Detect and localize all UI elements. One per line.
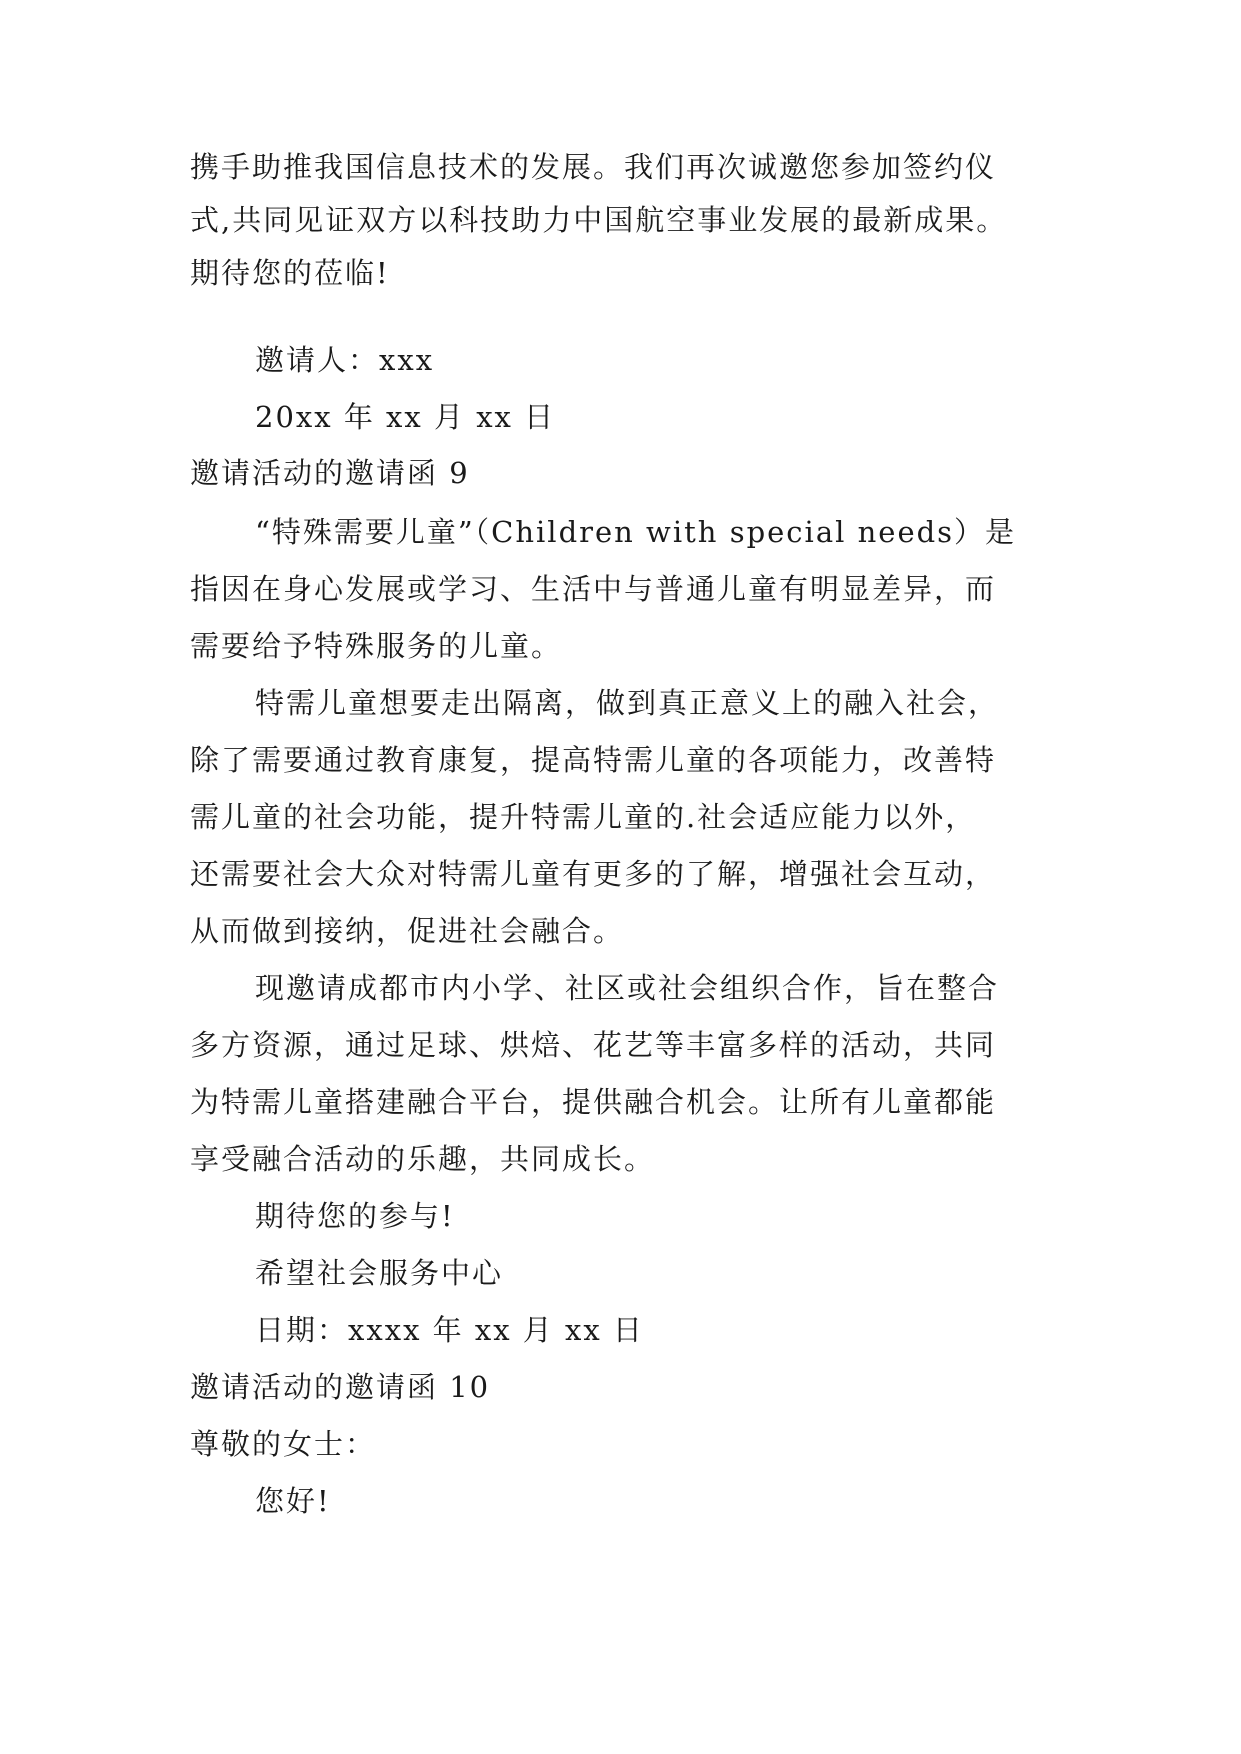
body-text-line: 为特需儿童搭建融合平台，提供融合机会。让所有儿童都能 xyxy=(190,1085,997,1119)
salutation-line: 尊敬的女士： xyxy=(190,1427,377,1461)
section-heading: 邀请活动的邀请函 9 xyxy=(190,456,470,490)
body-text-line: “特殊需要儿童”（Children with special needs）是 xyxy=(255,515,1017,549)
body-text-line: 现邀请成都市内小学、社区或社会组织合作，旨在整合 xyxy=(255,971,1000,1005)
date-line: 日期：xxxx 年 xx 月 xx 日 xyxy=(255,1313,644,1347)
body-text-line: 期待您的莅临! xyxy=(190,256,390,290)
body-text-line: 指因在身心发展或学习、生活中与普通儿童有明显差异，而 xyxy=(190,572,997,606)
body-text-line: 除了需要通过教育康复，提高特需儿童的各项能力，改善特 xyxy=(190,743,997,777)
greeting-line: 您好! xyxy=(255,1484,331,1518)
body-text-line: 享受融合活动的乐趣，共同成长。 xyxy=(190,1142,656,1176)
body-text-line: 需要给予特殊服务的儿童。 xyxy=(190,629,563,663)
body-text-line: 特需儿童想要走出隔离，做到真正意义上的融入社会， xyxy=(255,686,1000,720)
body-text-line: 需儿童的社会功能，提升特需儿童的.社会适应能力以外， xyxy=(190,800,977,834)
body-text-line: 式,共同见证双方以科技助力中国航空事业发展的最新成果。 xyxy=(190,203,1008,237)
body-text-line: 多方资源，通过足球、烘焙、花艺等丰富多样的活动，共同 xyxy=(190,1028,997,1062)
body-text-line: 从而做到接纳，促进社会融合。 xyxy=(190,914,625,948)
date-line: 20xx 年 xx 月 xx 日 xyxy=(255,400,556,434)
body-text-line: 还需要社会大众对特需儿童有更多的了解，增强社会互动， xyxy=(190,857,997,891)
organizer-line: 希望社会服务中心 xyxy=(255,1256,504,1290)
body-text-line: 携手助推我国信息技术的发展。我们再次诚邀您参加签约仪 xyxy=(190,150,997,184)
inviter-line: 邀请人：xxx xyxy=(255,343,435,377)
closing-line: 期待您的参与! xyxy=(255,1199,455,1233)
section-heading: 邀请活动的邀请函 10 xyxy=(190,1370,491,1404)
